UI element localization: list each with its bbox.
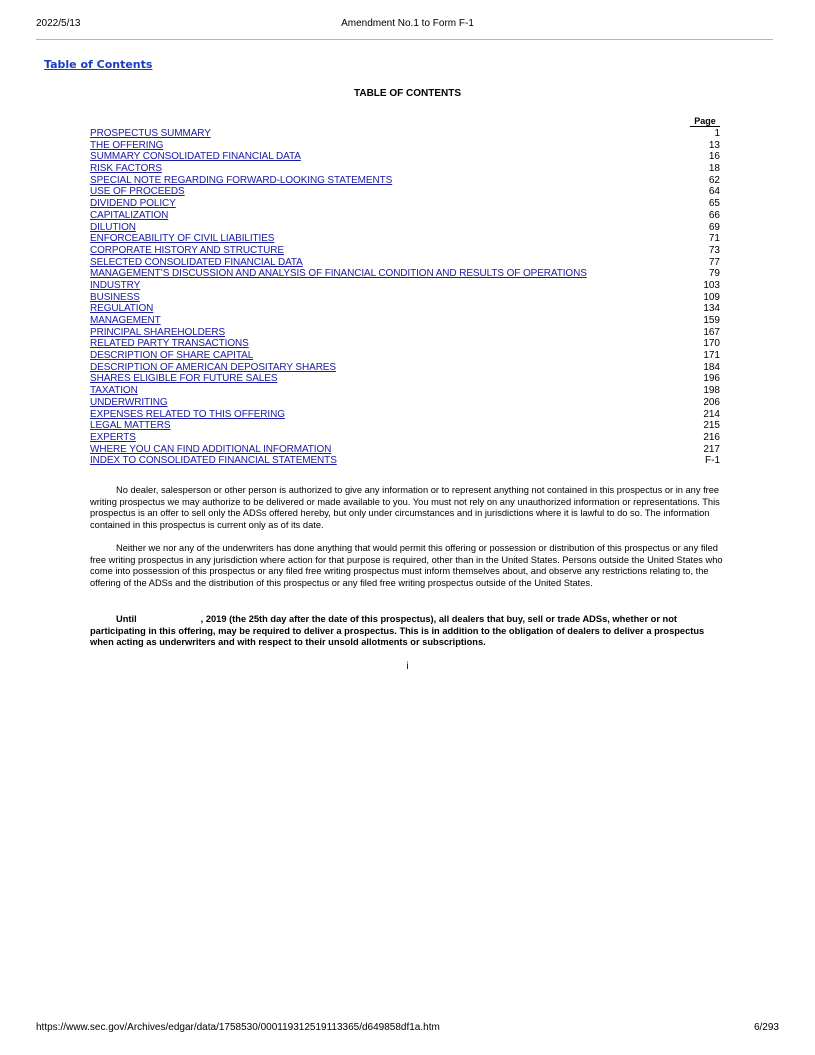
- toc-entry-page: 66: [708, 209, 720, 221]
- toc-row: [90, 198, 720, 210]
- toc-row: [90, 245, 720, 257]
- footer-url: https://www.sec.gov/Archives/edgar/data/1758530/000119312519113365/d649858df1a.htm: [36, 1022, 440, 1033]
- toc-row: [90, 186, 720, 198]
- header-date: 2022/5/13: [36, 18, 81, 29]
- toc-entry-link[interactable]: SELECTED CONSOLIDATED FINANCIAL DATA: [90, 256, 303, 268]
- toc-entry-link[interactable]: DESCRIPTION OF AMERICAN DEPOSITARY SHARES: [90, 361, 336, 373]
- toc-entry-link[interactable]: UNDERWRITING: [90, 396, 168, 408]
- toc-entry-page: 18: [708, 163, 720, 175]
- toc-entry-page: 196: [703, 373, 720, 385]
- toc-entry-link[interactable]: PROSPECTUS SUMMARY: [90, 128, 211, 139]
- toc-entry-link[interactable]: REGULATION: [90, 303, 154, 315]
- toc-entry-page: 215: [703, 420, 720, 432]
- toc-row: [90, 362, 720, 374]
- toc-row: [90, 455, 720, 467]
- toc-entry-link[interactable]: TAXATION: [90, 385, 138, 397]
- toc-entry-link[interactable]: DIVIDEND POLICY: [90, 198, 176, 210]
- toc-entry-link[interactable]: INDUSTRY: [90, 279, 141, 291]
- toc-row: [90, 385, 720, 397]
- toc-entry-page: 79: [708, 268, 720, 280]
- toc-row: [90, 432, 720, 444]
- toc-entry-page: 77: [708, 256, 720, 268]
- toc-row: [90, 444, 720, 456]
- toc-row: [90, 151, 720, 163]
- toc-entry-link[interactable]: INDEX TO CONSOLIDATED FINANCIAL STATEMENTS: [90, 455, 337, 467]
- toc-row: [90, 140, 720, 152]
- toc-row: [90, 303, 720, 315]
- table-of-contents-link[interactable]: Table of Contents: [44, 58, 153, 71]
- page-number: i: [406, 661, 409, 672]
- toc-entry-link[interactable]: MANAGEMENT’S DISCUSSION AND ANALYSIS OF FINANCIAL CONDITION AND RESULTS OF OPERATIONS: [90, 268, 587, 280]
- toc-entry-page: 171: [703, 350, 720, 362]
- toc-entry-page: 217: [703, 443, 720, 455]
- toc-list: [90, 128, 720, 467]
- toc-entry-link[interactable]: PRINCIPAL SHAREHOLDERS: [90, 326, 226, 338]
- toc-entry-page: 69: [708, 221, 720, 233]
- toc-entry-page: 216: [703, 431, 720, 443]
- toc-entry-link[interactable]: EXPERTS: [90, 431, 136, 443]
- toc-row: [90, 420, 720, 432]
- toc-entry-page: 109: [703, 291, 720, 303]
- toc-entry-page: 65: [708, 198, 720, 210]
- toc-entry-link[interactable]: EXPENSES RELATED TO THIS OFFERING: [90, 408, 285, 420]
- toc-entry-page: 16: [708, 151, 720, 163]
- toc-row: [90, 210, 720, 222]
- until-text: Until: [116, 614, 137, 624]
- disclaimer-paragraph: No dealer, salesperson or other person is authorized to give any information or to represent anything not contained in this prospectus or in any free writing prospectus we may authorize to be delivered or made available to you. You must not rely on any unauthorized information or representations. This prospectus is an offer to sell only the ADSs offered hereby, but only under circumstances and in jurisdictions where it is lawful to do so. The information contained in this prospectus is current only as of its date.: [90, 485, 720, 531]
- toc-entry-page: 1: [714, 128, 720, 139]
- toc-row: [90, 315, 720, 327]
- toc-row: [90, 350, 720, 362]
- toc-entry-page: 71: [708, 233, 720, 245]
- toc-entry-page: 103: [703, 279, 720, 291]
- toc-row: [90, 222, 720, 234]
- toc-row: [90, 175, 720, 187]
- header-divider: [36, 39, 773, 40]
- dealer-delivery-text: , 2019 (the 25th day after the date of this prospectus), all dealers that buy, sell or trade ADSs, whether or not participating in this offering, may be required to deliver a prospectus. This is in addition to the obligation of dealers to deliver a prospectus when acting as underwriters and with respect to their unsold allotments or subscriptions.: [90, 614, 705, 648]
- toc-entry-page: 73: [708, 244, 720, 256]
- toc-row: [90, 280, 720, 292]
- toc-entry-page: 159: [703, 315, 720, 326]
- toc-entry-link[interactable]: DESCRIPTION OF SHARE CAPITAL: [90, 350, 254, 362]
- toc-entry-link[interactable]: SUMMARY CONSOLIDATED FINANCIAL DATA: [90, 151, 301, 163]
- footer-page-counter: 6/293: [753, 1022, 779, 1033]
- toc-entry-page: 64: [708, 186, 720, 198]
- distribution-restriction-paragraph: Neither we nor any of the underwriters has done anything that would permit this offering or possession or distribution of this prospectus or any filed free writing prospectus in any jurisdiction where action for that purpose is required, other than in the United States. Persons outside the United States who come into possession of this prospectus or any filed free writing prospectus must inform themselves about, and observe any restrictions relating to, the offering of the ADSs and the distribution of this prospectus or any filed free writing prospectus outside of the United States.: [90, 543, 723, 589]
- toc-row: [90, 292, 720, 304]
- toc-entry-page: 167: [703, 326, 720, 338]
- toc-entry-link[interactable]: DILUTION: [90, 221, 136, 233]
- toc-row: [90, 327, 720, 339]
- toc-row: [90, 268, 720, 280]
- toc-entry-link[interactable]: ENFORCEABILITY OF CIVIL LIABILITIES: [90, 233, 275, 245]
- toc-heading: TABLE OF CONTENTS: [353, 88, 462, 99]
- toc-entry-link[interactable]: CORPORATE HISTORY AND STRUCTURE: [90, 244, 284, 256]
- toc-entry-page: F-1: [705, 455, 720, 467]
- toc-row: [90, 409, 720, 421]
- toc-entry-link[interactable]: SPECIAL NOTE REGARDING FORWARD-LOOKING STATEMENTS: [90, 174, 393, 186]
- page-column-header: Page: [690, 116, 720, 127]
- toc-entry-link[interactable]: RELATED PARTY TRANSACTIONS: [90, 338, 249, 350]
- toc-entry-page: 214: [703, 408, 720, 420]
- dealer-prospectus-delivery-paragraph: [90, 614, 726, 649]
- toc-entry-link[interactable]: USE OF PROCEEDS: [90, 186, 185, 198]
- toc-entry-link[interactable]: CAPITALIZATION: [90, 209, 169, 221]
- toc-entry-page: 170: [703, 338, 720, 350]
- toc-entry-page: 134: [703, 303, 720, 315]
- toc-entry-page: 13: [708, 139, 720, 151]
- toc-entry-link[interactable]: THE OFFERING: [90, 139, 164, 151]
- toc-entry-link[interactable]: MANAGEMENT: [90, 315, 161, 326]
- toc-entry-link[interactable]: BUSINESS: [90, 291, 140, 303]
- toc-entry-page: 62: [708, 174, 720, 186]
- toc-row: [90, 257, 720, 269]
- toc-entry-link[interactable]: RISK FACTORS: [90, 163, 162, 175]
- toc-row: [90, 338, 720, 350]
- toc-row: [90, 397, 720, 409]
- header-title: Amendment No.1 to Form F-1: [341, 18, 474, 29]
- toc-row: [90, 128, 720, 140]
- toc-entry-page: 184: [703, 361, 720, 373]
- toc-row: [90, 163, 720, 175]
- toc-entry-page: 206: [703, 396, 720, 408]
- toc-entry-link[interactable]: LEGAL MATTERS: [90, 420, 171, 432]
- toc-entry-link[interactable]: SHARES ELIGIBLE FOR FUTURE SALES: [90, 373, 278, 385]
- toc-entry-page: 198: [703, 385, 720, 397]
- toc-row: [90, 373, 720, 385]
- toc-row: [90, 233, 720, 245]
- toc-entry-link[interactable]: WHERE YOU CAN FIND ADDITIONAL INFORMATION: [90, 443, 332, 455]
